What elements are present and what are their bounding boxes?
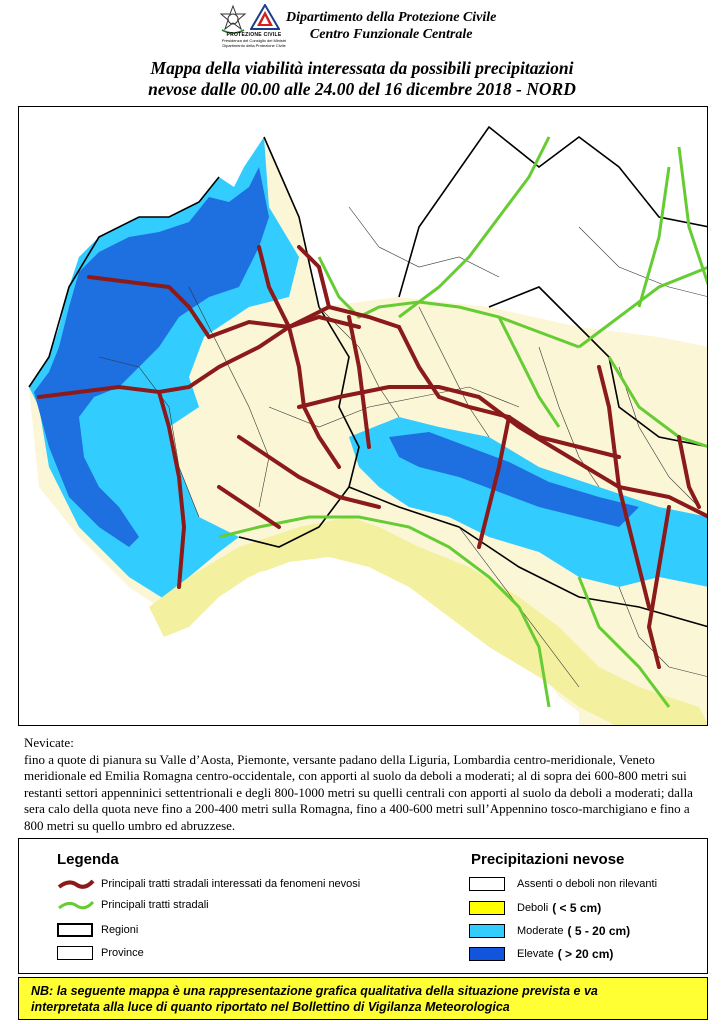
main-road-symbol-icon [57,898,95,912]
snowfall-notes [24,735,700,834]
legend-provinces [57,946,144,960]
swatch-none [469,877,505,891]
snow-road-symbol-icon [57,877,95,891]
precip-none-label: Assenti o deboli non rilevanti [517,878,658,890]
precip-legend-title: Precipitazioni nevose [471,851,625,868]
snowfall-road-map [18,106,708,726]
province-symbol-icon [57,946,93,960]
legend-main-roads [57,898,209,912]
swatch-elevated [469,947,505,961]
header [0,0,724,106]
disclaimer-box [18,977,708,1020]
logo-caption-line1: PROTEZIONE CIVILE [226,32,282,38]
logo-caption-line2: Presidenza del Consiglio dei Ministri [221,38,287,43]
legend-provinces-label: Province [101,947,144,959]
notes-body: fino a quote di pianura su Valle d’Aosta, Piemonte, versante padano della Liguria, Lombardia centro-meridionale, Veneto meridionale ed Emilia Romagna centro-occidentale, con apporti al suolo da deboli a moderati; al di sopra dei 600-800 metri sui restanti settori appenninici settentrionali e degli 800-1000 metri su quelli centrali con apporti al suolo da deboli a moderati; dalla sera calo della quota neve fino a 200-400 metri sulla Romagna, fino a 400-600 metri sull’Appennino tosco-marchigiano e fino a 800 metri su quello umbro ed abruzzese. [24,751,693,833]
precip-elevated-label: Elevate [517,948,554,960]
precip-item-none [469,877,657,891]
precip-item-moderate [469,924,630,938]
precip-moderate-range: ( 5 - 20 cm) [567,924,631,938]
legend-title: Legenda [57,851,119,868]
department-line1: Dipartimento della Protezione Civile [286,10,497,25]
legend-regions-label: Regioni [101,924,139,936]
title-line2: nevose dalle 00.00 alle 24.00 del 16 dicembre 2018 - NORD [148,79,576,99]
swatch-moderate [469,924,505,938]
map-svg [19,107,708,726]
logo-caption-line3: Dipartimento della Protezione Civile [222,43,286,48]
swatch-weak [469,901,505,915]
legend-main-roads-label: Principali tratti stradali [101,899,209,911]
legend-snow-roads-label: Principali tratti stradali interessati da fenomeni nevosi [101,878,361,890]
precip-item-weak [469,901,601,915]
legend-snow-roads [57,877,360,891]
precip-moderate-label: Moderate [517,925,564,937]
logo-caption [214,33,294,48]
legend-box [18,838,708,974]
precip-weak-range: ( < 5 cm) [552,901,602,915]
notes-heading: Nevicate: [24,735,74,750]
disclaimer-line2: interpretata alla luce di quanto riportato nel Bollettino di Vigilanza Meteorologica [31,1000,510,1014]
precip-item-elevated [469,947,613,961]
region-symbol-icon [57,923,93,937]
department-line2: Centro Funzionale Centrale [309,27,473,42]
department-name [286,9,496,43]
precip-elevated-range: ( > 20 cm) [557,947,614,961]
legend-regions [57,923,138,937]
disclaimer-line1: NB: la seguente mappa è una rappresentazione grafica qualitativa della situazione prevista e va [31,984,598,998]
precip-weak-label: Deboli [517,902,549,914]
page-title [0,58,724,100]
protezione-civile-logo-icon [250,4,280,30]
title-line1: Mappa della viabilità interessata da possibili precipitazioni [150,58,574,78]
